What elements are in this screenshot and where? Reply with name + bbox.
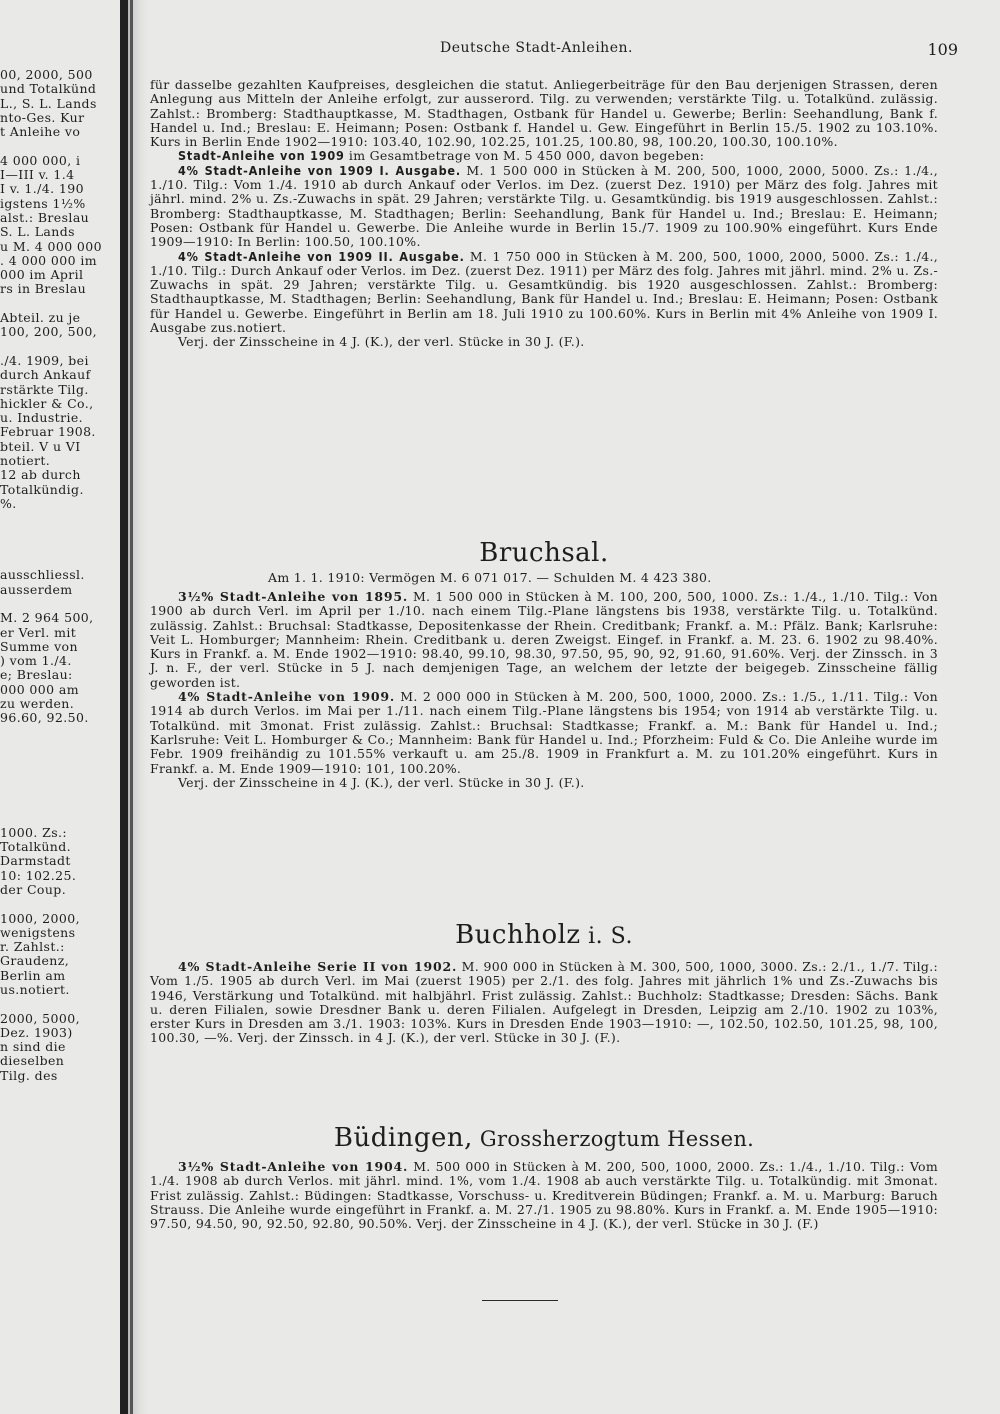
left-fragment-gap [0, 340, 118, 354]
left-fragment-line: 000 im April [0, 267, 84, 283]
left-fragment-gap [0, 797, 118, 811]
left-fragment-line: 12 ab durch [0, 467, 81, 483]
left-fragment-gap [0, 897, 118, 911]
bruchsal-loan-1895-heading: 3½% Stadt-Anleihe von 1895. [178, 589, 409, 604]
left-fragment-line: Darmstadt [0, 853, 71, 869]
page-number: 109 [927, 40, 958, 59]
left-fragment-gap [0, 139, 118, 153]
closing-rule [482, 1300, 558, 1301]
left-fragment-line: Abteil. zu je [0, 310, 81, 326]
left-fragment-line: notiert. [0, 453, 51, 469]
continuation-paragraph: für dasselbe gezahlten Kaufpreises, desgleichen die statut. Anliegerbeiträge für den Bau derjenigen Strassen, deren Anlegung aus Mitteln der Anleihe erfolgt, zur ausserord. Tilg. zu verwenden; verstärkte Tilg. u. Totalkünd. zulässig. Zahlst.: Bromberg: Stadthauptkasse, M. Stadthagen, Ostbank für Handel u. Gewerbe; Berlin: Seehandlung, Bank f. Handel u. Ind.; Breslau: E. Heimann; Posen: Ostbank f. Handel u. Gew. Eingeführt in Berlin 15./5. 1902 zu 103.10%. Kurs in Berlin Ende 1902—1910: 103.40, 102.90, 102.25, 101.25, 100.80, 98, 100.20, 100.30, 100.10%. [150, 77, 938, 150]
bruchsal-loan-1909-text: M. 2 000 000 in Stücken à M. 200, 500, 1000, 2000. Zs.: 1./5., 1./11. Tilg.: Von 1914 ab durch Verlos. im Mai per 1./11. nach einem Tilg.-Plane längstens bis 1954; von 1914 ab verstärkte Tilg. u. Totalkünd. mit 3monat. Frist zulässig. Zahlst.: Bruchsal: Stadtkasse; Frankf. a. M.: Bank für Handel u. Ind.; Karlsruhe: Veit L. Homburger & Co.; Mannheim: Bank für Handel u. Ind.; Pforzheim: Fuld & Co. Die Anleihe wurde im Febr. 1909 freihändig zu 101.55% verkauft u. am 25./8. 1909 in Frankfurt a. M. zu 101.20% eingeführt. Kurs in Frankf. a. M. Ende 1909—1910: 101, 100.20%. [150, 689, 938, 776]
running-title: Deutsche Stadt-Anleihen. [440, 40, 633, 56]
left-fragment-line: . 4 000 000 im [0, 252, 97, 268]
left-fragment-gap [0, 783, 118, 797]
left-fragment-line: S. L. Lands [0, 224, 75, 240]
verjaehrung-note: Verj. der Zinsscheine in 4 J. (K.), der verl. Stücke in 30 J. (F.). [178, 334, 585, 350]
left-fragment-line: zu werden. [0, 696, 75, 712]
left-fragment-line: e; Breslau: [0, 667, 73, 683]
left-fragment-line: ausschliessl. [0, 567, 85, 583]
left-fragment-line: us.notiert. [0, 982, 70, 997]
buchholz-loan-paragraph [150, 960, 938, 1046]
buchholz-name: Buchholz [455, 920, 581, 950]
left-fragment-gap [0, 540, 118, 554]
left-fragment-line: Tilg. des [0, 1067, 58, 1083]
left-fragment-line: I—III v. 1.4 [0, 167, 75, 183]
left-fragment-line: 4 000 000, i [0, 152, 81, 168]
left-fragment-line: nto-Ges. Kur [0, 109, 85, 125]
left-fragment-line: Totalkünd. [0, 839, 72, 855]
ausgabe-1-text: M. 1 500 000 in Stücken à M. 200, 500, 1000, 2000, 5000. Zs.: 1./4., 1./10. Tilg.: Vom 1./4. 1910 ab durch Ankauf oder Verlos. im Dez. (zuerst Dez. 1910) per März des folg. Jahres mit jährl. mind. 2% u. Zs.-Zuwachs in spät. 29 Jahren; verstärkte Tilg. u. Gesamtkündig. bis 1919 ausgeschlossen. Zahlst.: Bromberg: Stadthauptkasse, M. Stadthagen; Berlin: Seehandlung, Bank für Handel u. Ind.; Breslau: E. Heimann; Posen: Ostbank für Handel u. Gewerbe. Die Anleihe wurde in Berlin 15./7. 1909 zu 100.90% eingeführt. Kurs Ende 1909—1910: In Berlin: 100.50, 100.10%. [150, 162, 938, 250]
left-fragment-line: dieselben [0, 1053, 65, 1069]
left-fragment-line: Dez. 1903) [0, 1024, 73, 1040]
left-fragment-line: alst.: Breslau [0, 209, 90, 225]
loan-1909-text: im Gesamtbetrage von M. 5 450 000, davon begeben: [344, 148, 705, 164]
left-fragment-line: 1000. Zs.: [0, 824, 68, 840]
left-fragment-line: er Verl. mit [0, 624, 77, 640]
left-fragment-line: t Anleihe vo [0, 124, 81, 140]
left-fragment-gap [0, 554, 118, 568]
buedingen-loan-paragraph [150, 1160, 938, 1231]
bruchsal-loan-1895-text: M. 1 500 000 in Stücken à M. 100, 200, 500, 1000. Zs.: 1./4., 1./10. Tilg.: Von 1900 ab durch Verl. im April per 1./10. nach einem Tilg.-Plane längstens bis 1938, verstärkte Tilg. u. Totalkünd. zulässig. Zahlst.: Bruchsal: Stadtkasse, Depositenkasse der Rhein. Creditbank; Frankf. a. M.: Pfälz. Bank; Karlsruhe: Veit L. Homburger; Mannheim: Rhein. Creditbank u. deren Zweigst. Eingef. in Frankf. a. M. 23. 6. 1902 zu 98.40%. Kurs in Frankf. a. M. Ende 1902—1910: 98.40, 99.10, 98.30, 97.50, 95, 90, 92, 91.60, 91.60%. Verj. der Zinssch. in 3 J. n. F., der verl. Stücke in 5 J. nach demjenigen Tage, an welchem der letzte der beigegeb. Zinsscheine fällig geworden ist. [150, 589, 938, 690]
page-header [150, 38, 960, 62]
left-fragment-line: Berlin am [0, 967, 66, 983]
ausgabe-2-text: M. 1 750 000 in Stücken à M. 200, 500, 1000, 2000, 5000. Zs.: 1./4., 1./10. Tilg.: Durch Ankauf oder Verlos. im Dez. (zuerst Dez. 1911) per März des folg. Jahres mit jährl. mind. 2% u. Zs.-Zuwachs in spät. 29 Jahren; verstärkte Tilg. u. Gesamtkündig. bis 1920 ausgeschlossen. Zahlst.: Bromberg: Stadthauptkasse, M. Stadthagen; Berlin: Seehandlung, Bank für Handel u. Ind.; Breslau: E. Heimann; Posen: Ostbank für Handel u. Gewerbe. Eingeführt in Berlin am 18. Juli 1910 zu 100.60%. Kurs in Berlin mit 4% Anleihe von 1909 I. Ausgabe zus.notiert. [150, 248, 938, 336]
binding-edge [120, 0, 128, 1414]
buchholz-loan-heading: 4% Stadt-Anleihe Serie II von 1902. [178, 959, 458, 974]
bruchsal-loan-1895-paragraph [150, 590, 938, 690]
left-fragment-line: Totalkündig. [0, 481, 84, 497]
left-fragment-gap [0, 297, 118, 311]
left-page-fragment-column [0, 68, 118, 1414]
bruchsal-loan-1909-paragraph [150, 690, 938, 776]
left-fragment-line: I v. 1./4. 190 [0, 181, 84, 197]
left-fragment-gap [0, 726, 118, 740]
left-fragment-line: M. 2 964 500, [0, 610, 94, 626]
city-heading-bruchsal: Bruchsal. [479, 538, 609, 568]
left-fragment-gap [0, 997, 118, 1011]
binding-edge-inner [130, 0, 133, 1414]
city-heading-buedingen [150, 1123, 938, 1153]
left-fragment-line: ausserdem [0, 581, 73, 597]
left-fragment-line: durch Ankauf [0, 367, 91, 383]
left-fragment-line: ) vom 1./4. [0, 653, 72, 669]
left-fragment-line: u. Industrie. [0, 410, 84, 426]
ausgabe-1-paragraph [150, 164, 938, 250]
left-fragment-line: 100, 200, 500, [0, 324, 98, 340]
bruchsal-section [150, 590, 938, 790]
left-fragment-line: 10: 102.25. [0, 867, 77, 883]
left-fragment-line: 96.60, 92.50. [0, 710, 89, 726]
buedingen-name: Büdingen, [333, 1123, 473, 1153]
city-heading-buchholz [150, 920, 938, 950]
ausgabe-2-paragraph [150, 250, 938, 336]
left-fragment-line: 00, 2000, 500 [0, 68, 93, 82]
left-fragment-line: Februar 1908. [0, 424, 96, 440]
left-fragment-line: der Coup. [0, 881, 67, 897]
left-fragment-gap [0, 811, 118, 825]
left-fragment-line: r. Zahlst.: [0, 939, 65, 955]
left-fragment-line: rs in Breslau [0, 281, 87, 297]
buedingen-loan-text: M. 500 000 in Stücken à M. 200, 500, 1000, 2000. Zs.: 1./4., 1./10. Tilg.: Vom 1./4. 1908 ab durch Verlos. mit jährl. mind. 1%, vom 1./4. 1908 ab auch verstärkte Tilg. u. Totalkündig. mit 3monat. Frist zulässig. Zahlst.: Büdingen: Stadtkasse, Vorschuss- u. Kreditverein Büdingen; Frankf. a. M. u. Marburg: Baruch Strauss. Die Anleihe wurde eingeführt in Frankf. a. M. 27./1. 1905 zu 98.80%. Kurs in Frankf. a. M. Ende 1905—1910: 97.50, 94.50, 90, 92.50, 92.80, 90.50%. Verj. der Zinsscheine in 4 J. (K.), der verl. Stücke in 30 J. (F.) [150, 1159, 938, 1232]
left-fragment-line: 2000, 5000, [0, 1010, 80, 1026]
left-fragment-line: Summe von [0, 638, 78, 654]
loan-1909-paragraph [150, 149, 938, 163]
left-fragment-line: L., S. L. Lands [0, 95, 97, 111]
left-fragment-line: ./4. 1909, bei [0, 352, 89, 368]
left-fragment-line: Graudenz, [0, 953, 70, 969]
ausgabe-2-heading: 4% Stadt-Anleihe von 1909 II. Ausgabe. [178, 248, 465, 264]
bruchsal-loan-1909-heading: 4% Stadt-Anleihe von 1909. [178, 689, 396, 705]
left-fragment-gap [0, 526, 118, 540]
left-fragment-gap [0, 597, 118, 611]
ausgabe-1-heading: 4% Stadt-Anleihe von 1909 I. Ausgabe. [178, 162, 461, 178]
left-fragment-gap [0, 511, 118, 525]
buchholz-section [150, 960, 938, 1046]
buedingen-loan-heading: 3½% Stadt-Anleihe von 1904. [178, 1159, 409, 1174]
left-fragment-line: wenigstens [0, 924, 76, 940]
left-fragment-gap [0, 769, 118, 783]
left-fragment-line: rstärkte Tilg. [0, 381, 89, 397]
left-fragment-line: u M. 4 000 000 [0, 238, 102, 254]
left-fragment-gap [0, 740, 118, 754]
left-fragment-line: und Totalkünd [0, 81, 97, 97]
left-fragment-gap [0, 754, 118, 768]
left-fragment-line: n sind die [0, 1039, 66, 1055]
buedingen-subtitle: Grossherzogtum Hessen. [472, 1127, 755, 1151]
bruchsal-verjaehrung-note: Verj. der Zinsscheine in 4 J. (K.), der verl. Stücke in 30 J. (F.). [178, 774, 585, 790]
loan-1909-heading: Stadt-Anleihe von 1909 [178, 148, 345, 164]
buchholz-suffix: i. S. [580, 924, 633, 949]
buedingen-section [150, 1160, 938, 1231]
left-fragment-line: 000 000 am [0, 681, 79, 697]
left-fragment-line: bteil. V u VI [0, 438, 81, 454]
left-fragment-line: 1000, 2000, [0, 910, 80, 926]
buchholz-loan-text: M. 900 000 in Stücken à M. 300, 500, 1000, 3000. Zs.: 2./1., 1./7. Tilg.: Vom 1./5. 1905 ab durch Verl. im Mai (zuerst 1905) per 2./1. des folg. Jahres mit jährlich 1% und Zs.-Zuwachs bis 1946, Verstärkung und Totalkünd. mit halbjährl. Frist zulässig. Zahlst.: Buchholz: Stadtkasse; Dresden: Sächs. Bank u. deren Filialen, sowie Dresdner Bank u. deren Filialen. Aufgelegt in Dresden, Leipzig am 2./10. 1902 zu 103%, erster Kurs in Dresden am 3./1. 1903: 103%. Kurs in Dresden Ende 1903—1910: —, 102.50, 102.50, 101.25, 98, 100, 100.30, —%. Verj. der Zinssch. in 4 J. (K.), der verl. Stücke in 30 J. (F.). [150, 959, 938, 1046]
left-fragment-line: hickler & Co., [0, 395, 94, 411]
left-fragment-line: %. [0, 495, 17, 511]
bruchsal-summary: Am 1. 1. 1910: Vermögen M. 6 071 017. — Schulden M. 4 423 380. [268, 570, 712, 585]
top-section [150, 78, 938, 350]
left-fragment-line: igstens 1½% [0, 195, 86, 211]
